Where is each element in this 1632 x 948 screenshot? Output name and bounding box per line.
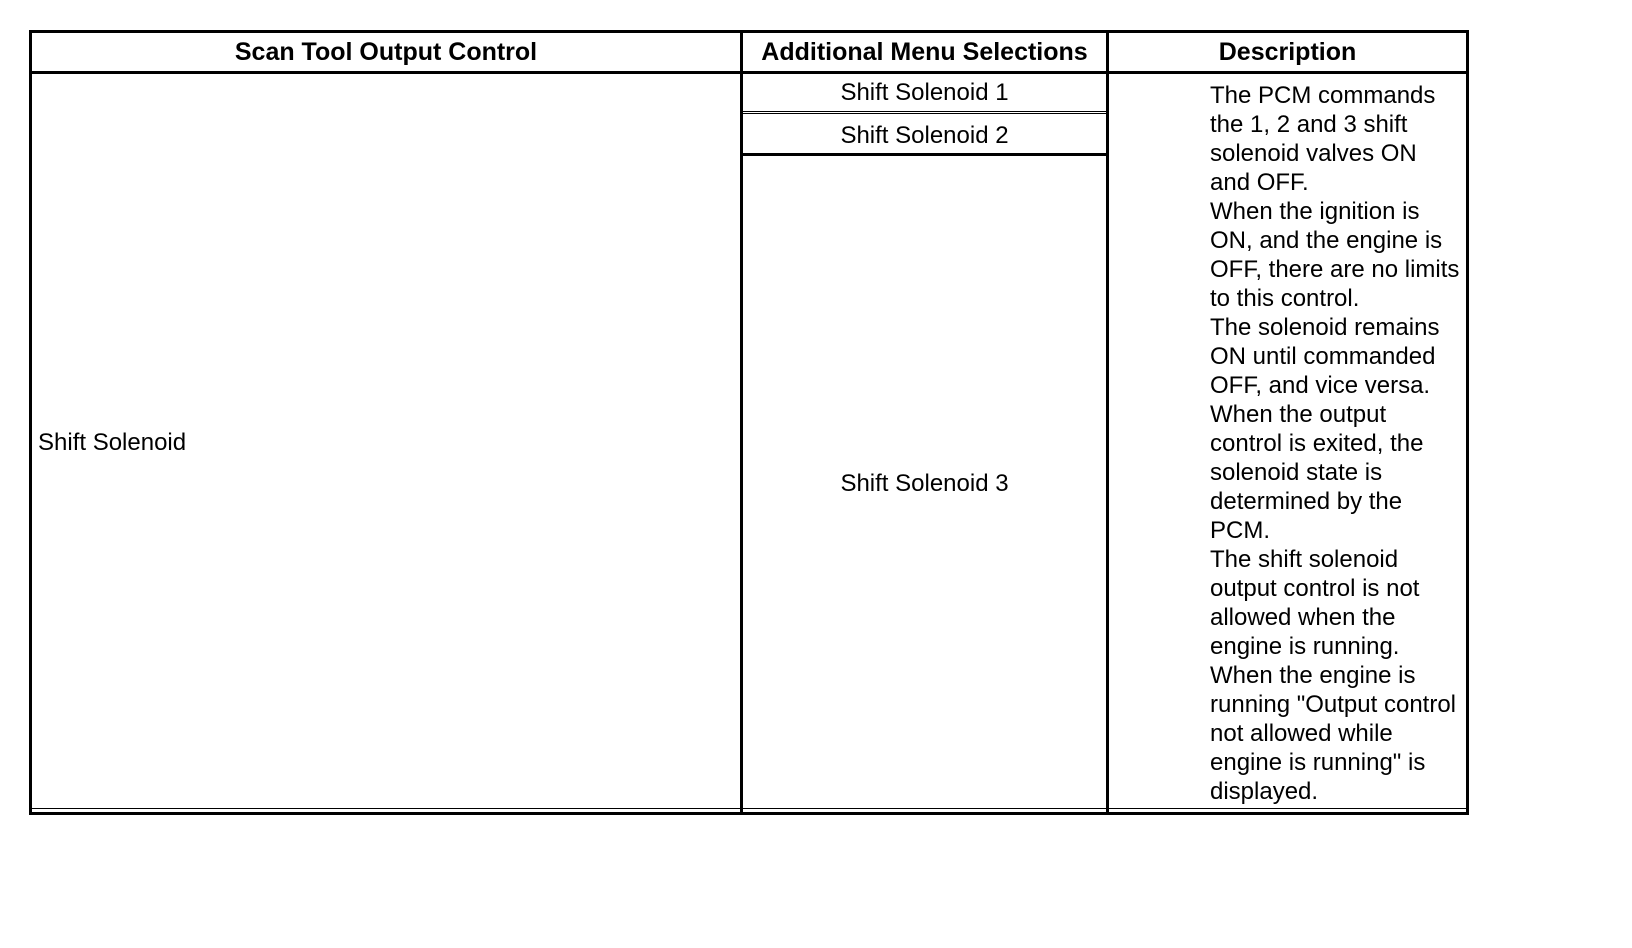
header-menu-selections: Additional Menu Selections [743,33,1106,74]
header-output-control: Scan Tool Output Control [32,33,740,74]
description-paragraph: When the ignition is ON, and the engine is OFF, there are no limits to this control. [1210,198,1460,312]
menu-selection-1: Shift Solenoid 1 [743,74,1106,114]
header-description: Description [1109,33,1466,74]
menu-selection-3: Shift Solenoid 3 [840,470,1009,497]
output-control-table [29,30,1469,815]
menu-selection-2: Shift Solenoid 2 [743,119,1106,156]
description-paragraph: The PCM commands the 1, 2 and 3 shift solenoid valves ON and OFF. [1210,82,1436,196]
table-bottom-border [32,808,1466,813]
description-paragraph: The solenoid remains ON until commanded OFF, and vice versa. [1210,314,1440,399]
description-cell [1210,81,1462,806]
output-control-cell: Shift Solenoid [38,429,187,456]
description-paragraph: The shift solenoid output control is not allowed when the engine is running. [1210,546,1420,660]
description-paragraph: When the engine is running "Output control not allowed while engine is running" is displayed. [1210,662,1456,805]
column-divider [1106,33,1109,812]
description-paragraph: When the output control is exited, the solenoid state is determined by the PCM. [1210,401,1424,544]
